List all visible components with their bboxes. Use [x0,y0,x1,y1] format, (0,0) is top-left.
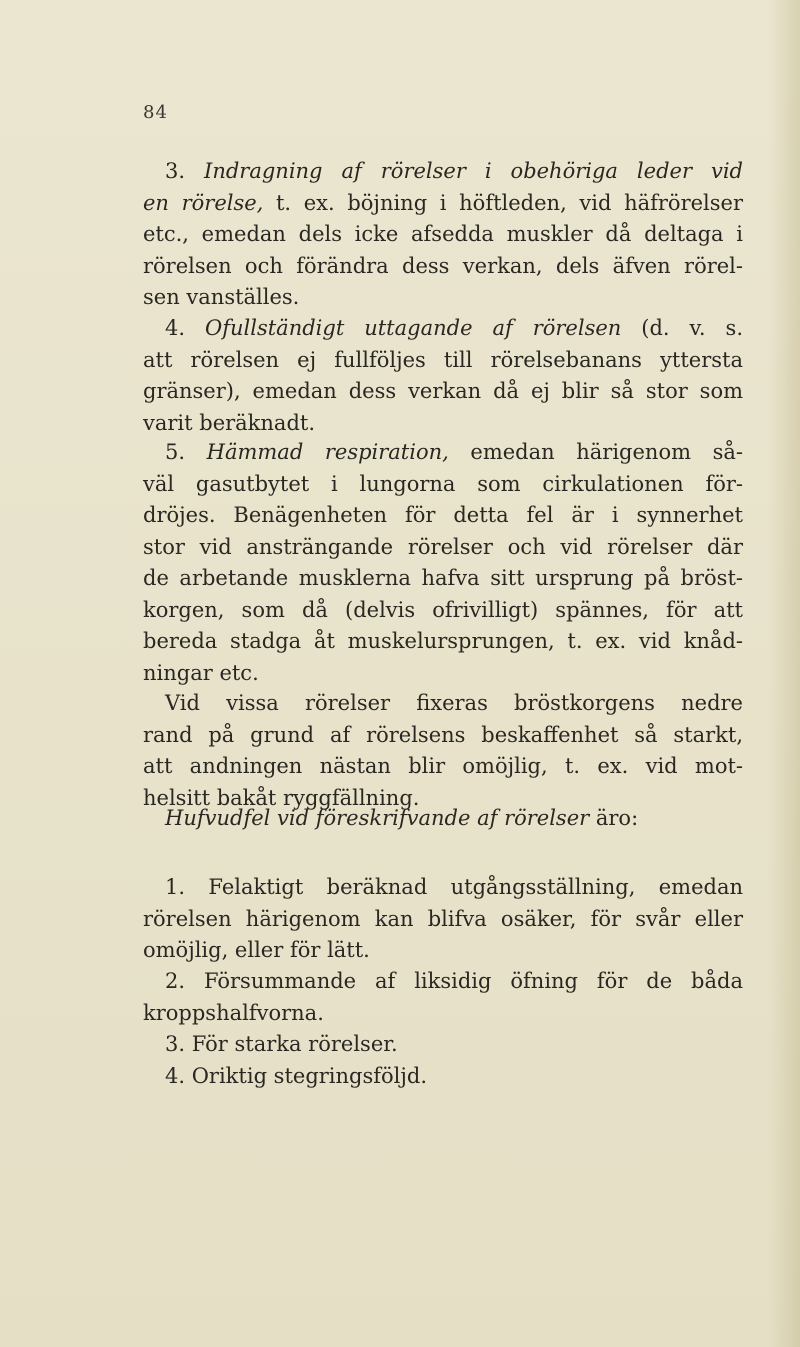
text-line: att andningen nästan blir omöjlig, t. ex. vid mot- [143,754,743,778]
paragraph-vid-vissa [143,688,743,814]
section-heading [165,803,638,835]
text-line: korgen, som då (delvis ofrivilligt) spännes, för att [143,597,743,622]
text-line: 4. Oriktig stegringsföljd. [165,1064,428,1088]
text-line [143,188,743,220]
text-line: gränser), emedan dess verkan då ej blir så stor som [143,379,743,403]
text-line: rörelsen härigenom kan blifva osäker, för svår eller [143,906,743,931]
paragraph-item-5 [143,437,743,689]
body-text: (d. v. s. [621,316,743,340]
text-line: rand på grund af rörelsens beskaffenhet så starkt, [143,722,743,747]
heading-italic: Hufvudfel vid föreskrifvande af rörelser [165,806,590,830]
list-item [143,1061,743,1093]
text-line: etc., emedan dels icke afsedda muskler då deltaga i [143,222,743,246]
text-line: ningar etc. [143,660,259,685]
body-text: t. ex. böjning i höftleden, vid häfrörelser [263,190,743,215]
text-line: 1. Felaktigt beräknad utgångsställning, emedan [165,875,743,899]
paragraph-item-4 [143,313,743,439]
text-line: 3. För starka rörelser. [165,1032,398,1056]
text-line: bereda stadga åt muskelursprungen, t. ex. vid knåd- [143,629,743,653]
page-number: 84 [143,102,168,123]
paragraph-item-3 [143,156,743,314]
text-line [143,156,743,188]
text-line: Vid vissa rörelser fixeras bröstkorgens nedre [165,691,743,715]
italic-text: en rörelse, [143,190,264,215]
body-text: emedan härigenom så- [448,440,743,464]
item-number: 3. [165,159,186,183]
text-line [143,437,743,469]
heading-rest: äro: [589,806,639,830]
text-line: kroppshalfvorna. [143,1000,324,1025]
item-title: Hämmad respiration, [206,440,449,464]
text-line: stor vid ansträngande rörelser och vid rörelser där [143,534,743,559]
text-line: väl gasutbytet i lungorna som cirkulationen för- [143,471,743,496]
text-line: sen vanställes. [143,285,300,309]
list-item [143,872,743,967]
item-number: 5. [165,440,186,464]
list-item [143,966,743,1029]
list-item [143,1029,743,1061]
text-line [143,313,743,345]
item-title: Indragning af rörelser i obehöriga leder vid [204,159,743,183]
text-line: omöjlig, eller för lätt. [143,938,370,962]
item-title: Ofullständigt uttagande af rörelsen [205,316,622,340]
text-line: dröjes. Benägenheten för detta fel är i synnerhet [143,503,743,527]
text-line: rörelsen och förändra dess verkan, dels äfven rörel- [143,253,743,278]
text-line: att rörelsen ej fullföljes till rörelsebanans yttersta [143,347,743,372]
text-line: helsitt bakåt ryggfällning. [143,785,420,810]
text-line: varit beräknadt. [143,410,316,435]
text-line: de arbetande musklerna hafva sitt ursprung på bröst- [143,566,743,590]
text-line: 2. Försummande af liksidig öfning för de båda [165,969,743,993]
item-number: 4. [165,316,186,340]
